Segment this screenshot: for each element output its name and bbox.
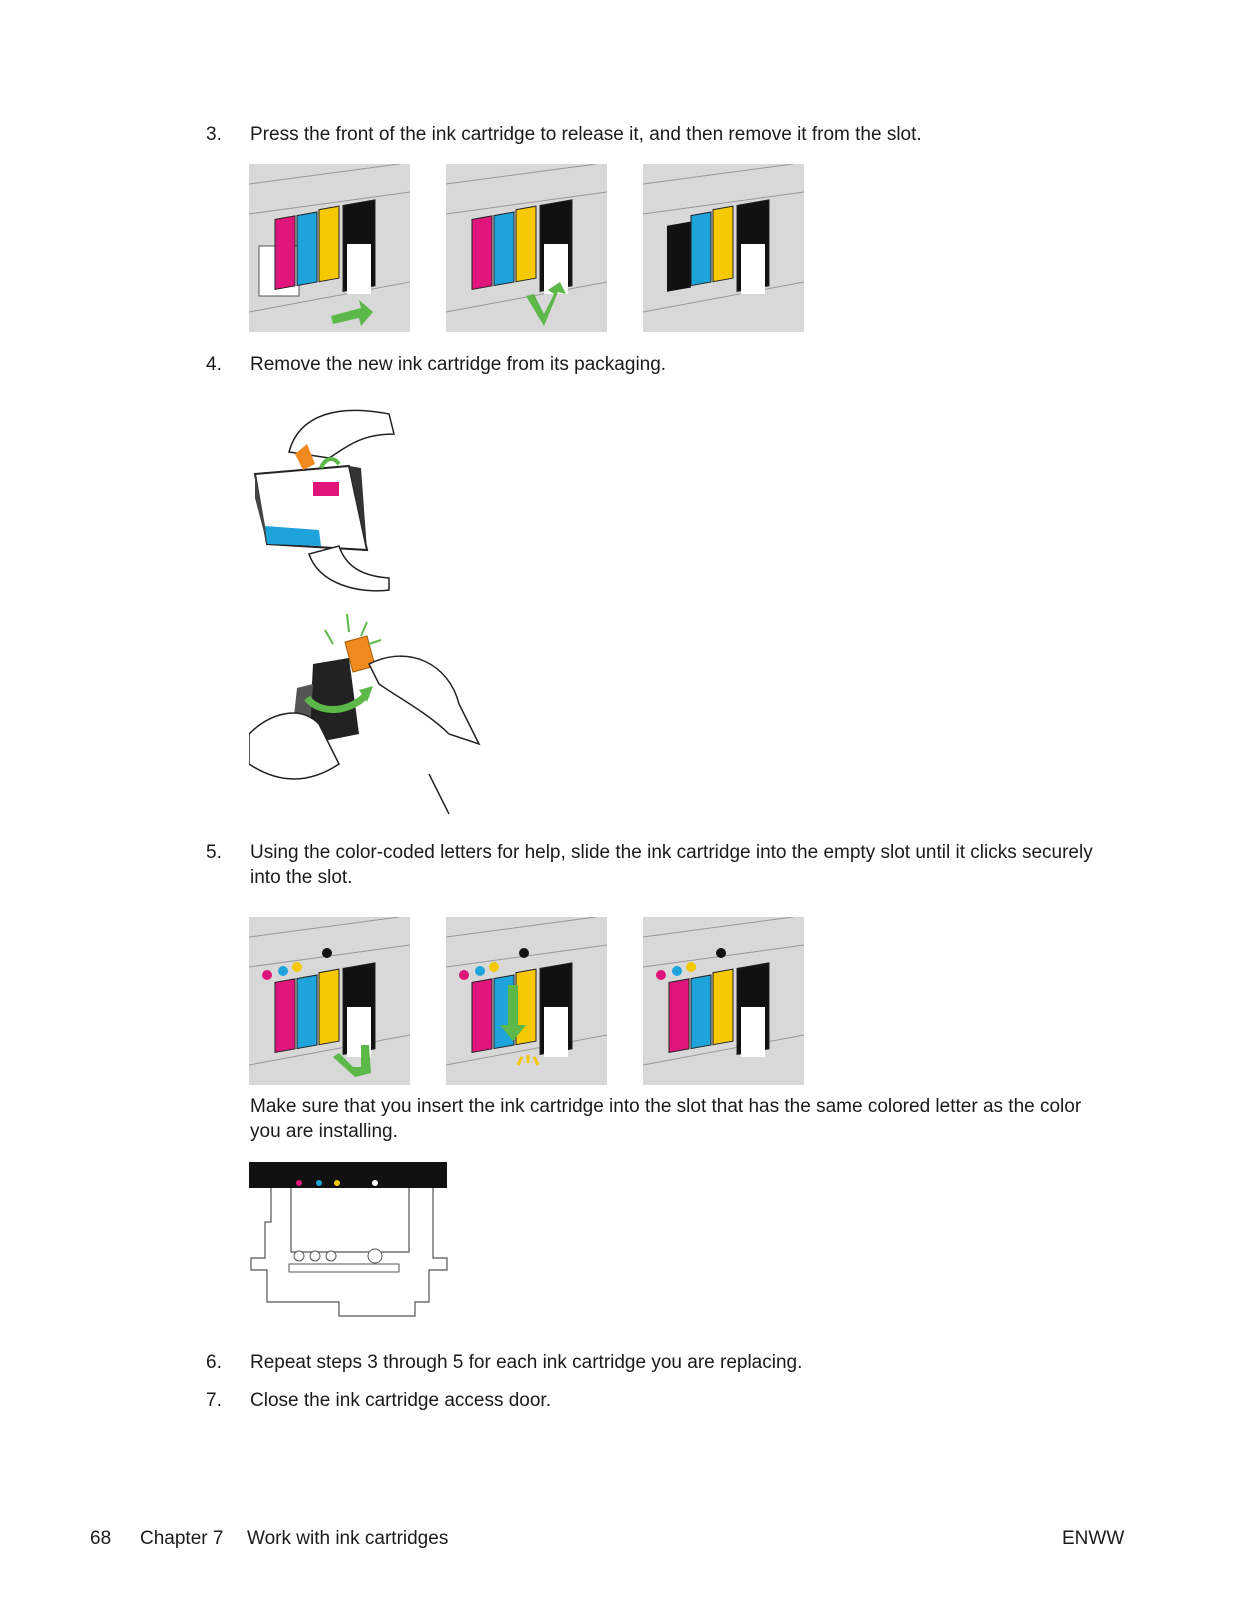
step-number: 7. — [206, 1390, 222, 1411]
step-text: Repeat steps 3 through 5 for each ink cartridge you are replacing. — [250, 1352, 803, 1373]
step-text: Remove the new ink cartridge from its packaging. — [250, 354, 667, 375]
footer-page-number: 68 — [90, 1528, 112, 1549]
insert-panel-1 — [249, 917, 410, 1085]
remove-panel-3 — [643, 164, 804, 332]
step-number: 3. — [206, 124, 222, 145]
step-text: Close the ink cartridge access door. — [250, 1390, 551, 1411]
step-number: 4. — [206, 354, 222, 375]
insert-cartridge-illustrations — [249, 917, 809, 1085]
remove-cartridge-illustrations — [249, 164, 809, 332]
cartridge-carriage-illustration — [249, 1162, 449, 1322]
step-text: Press the front of the ink cartridge to release it, and then remove it from the slot. — [250, 124, 922, 145]
insert-panel-3 — [643, 917, 804, 1085]
remove-panel-1 — [249, 164, 410, 332]
peel-tape-illustration — [255, 410, 394, 590]
footer-chapter-title: Work with ink cartridges — [247, 1528, 449, 1549]
unpack-cartridge-illustration — [249, 394, 489, 834]
insert-panel-2 — [446, 917, 607, 1085]
step-number: 6. — [206, 1352, 222, 1373]
step-number: 5. — [206, 842, 222, 863]
footer-doc-code: ENWW — [1062, 1528, 1125, 1549]
step-text: Using the color-coded letters for help, slide the ink cartridge into the empty slot until it clicks securely into the slot. — [250, 842, 1093, 888]
color-match-note: Make sure that you insert the ink cartridge into the slot that has the same colored letter as the color you are installing. — [250, 1096, 1082, 1142]
twist-cap-illustration — [249, 614, 479, 814]
footer-chapter: Chapter 7 — [140, 1528, 224, 1549]
remove-panel-2 — [446, 164, 607, 332]
